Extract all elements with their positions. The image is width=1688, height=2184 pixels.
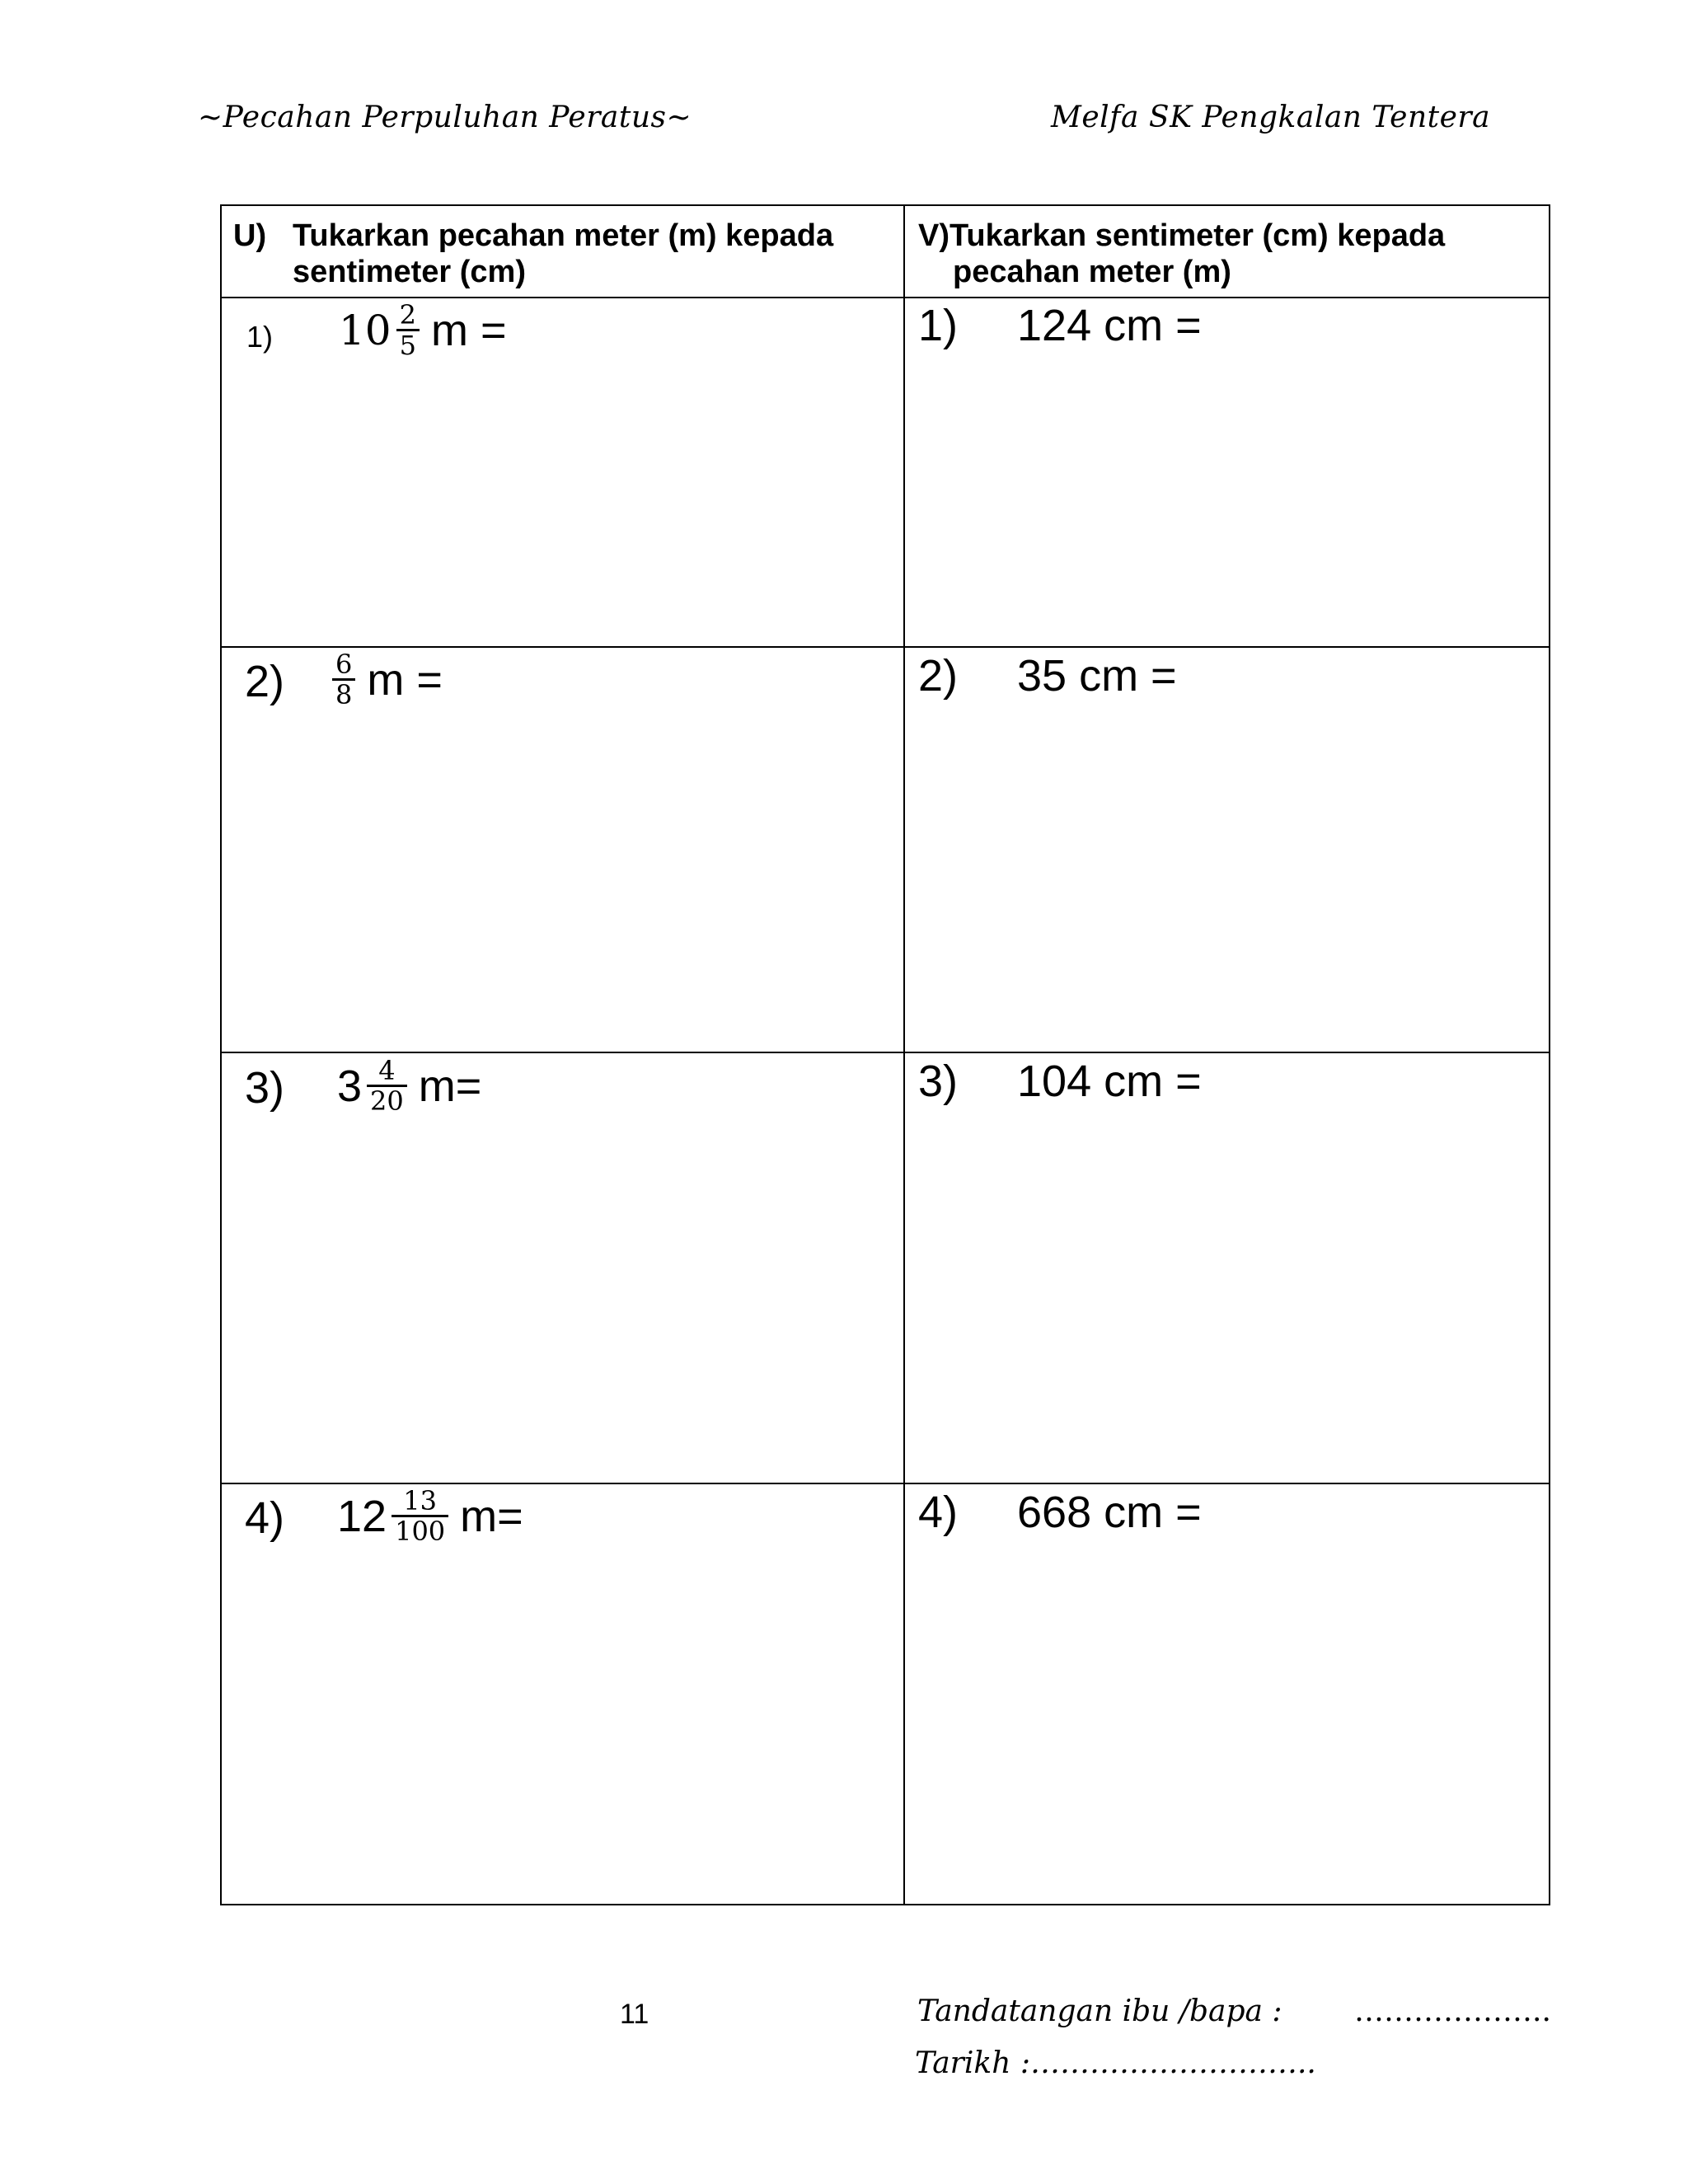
question-number: 4) <box>245 1493 285 1543</box>
header-title-left: ~Pecahan Perpuluhan Peratus~ <box>198 101 692 134</box>
denominator: 5 <box>396 329 420 359</box>
signature-line: ……………….. <box>1354 1994 1551 2028</box>
question-number: 3) <box>918 1057 959 1106</box>
unit-equals: m = <box>367 654 443 705</box>
section-tag-u: U) <box>233 218 267 253</box>
section-instruction-v-line2: pecahan meter (m) <box>953 255 1231 289</box>
signature-label: Tandatangan ibu /bapa : <box>917 1994 1282 2028</box>
fraction <box>367 1057 407 1115</box>
fraction <box>392 1487 448 1545</box>
numerator: 4 <box>378 1055 396 1086</box>
numerator: 6 <box>335 649 353 680</box>
section-instruction-u: Tukarkan pecahan meter (m) kepada sentimeter (cm) <box>293 218 834 289</box>
date-label: Tarikh :……………………….. <box>915 2046 1316 2080</box>
denominator: 20 <box>367 1085 407 1115</box>
row-divider <box>222 297 1549 298</box>
row-divider <box>222 646 1549 648</box>
question-number: 4) <box>918 1488 959 1537</box>
row-divider <box>222 1483 1549 1484</box>
section-instruction-v-line1: V)Tukarkan sentimeter (cm) kepada <box>918 218 1446 253</box>
numerator: 2 <box>399 299 416 330</box>
question-text: 104 cm = <box>1017 1057 1202 1106</box>
denominator: 100 <box>392 1515 448 1545</box>
question-text: 35 cm = <box>1017 651 1177 701</box>
question-number: 2) <box>918 651 959 701</box>
question-number: 1) <box>918 301 959 350</box>
denominator: 8 <box>332 678 355 709</box>
question-text: 124 cm = <box>1017 301 1202 350</box>
numerator: 13 <box>403 1485 437 1516</box>
whole-number: 10 <box>339 306 392 354</box>
page-number: 11 <box>620 1999 649 2030</box>
question-number: 1) <box>246 320 274 354</box>
worksheet-table <box>220 204 1550 1905</box>
whole-number: 3 <box>337 1061 363 1111</box>
unit-equals: m= <box>418 1061 482 1111</box>
header-title-right: Melfa SK Pengkalan Tentera <box>1051 101 1491 134</box>
unit-equals: m= <box>460 1491 523 1541</box>
column-divider <box>903 206 905 1904</box>
fraction <box>396 301 420 359</box>
fraction <box>332 650 355 709</box>
question-number: 2) <box>245 657 285 706</box>
question-number: 3) <box>245 1063 285 1113</box>
whole-number: 12 <box>337 1491 387 1541</box>
row-divider <box>222 1052 1549 1053</box>
question-text: 668 cm = <box>1017 1488 1202 1537</box>
unit-equals: m = <box>430 305 507 355</box>
